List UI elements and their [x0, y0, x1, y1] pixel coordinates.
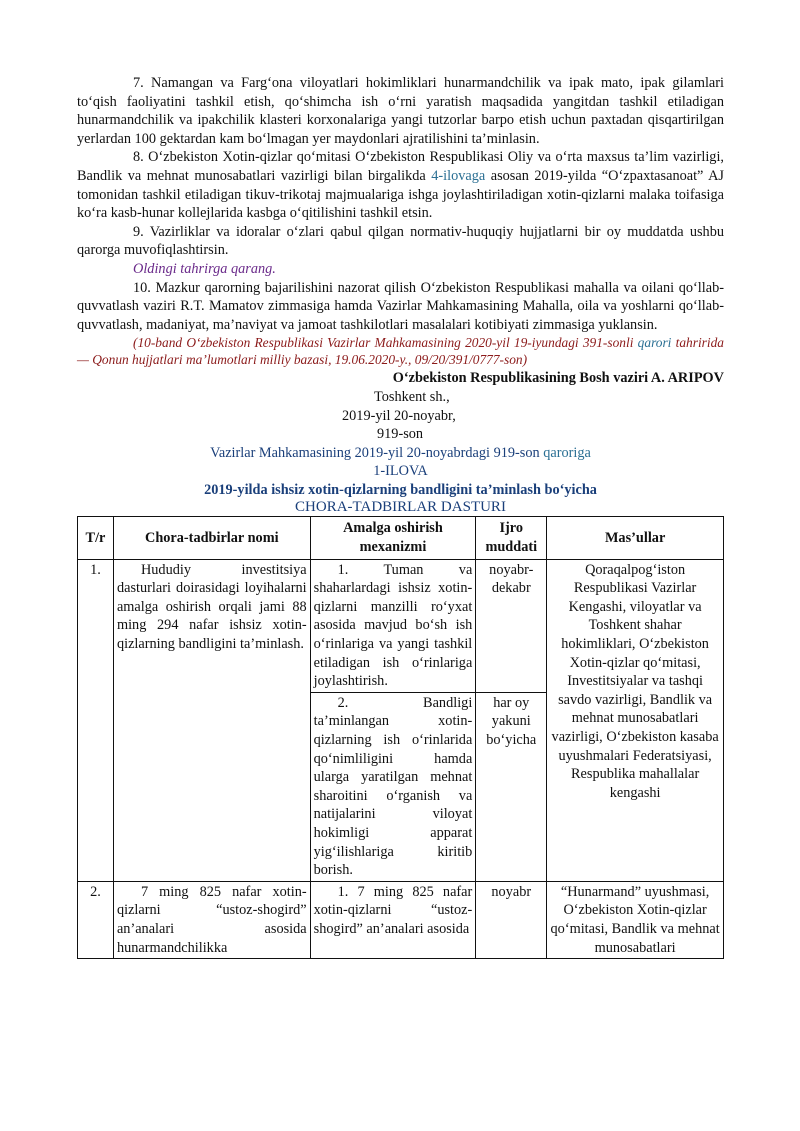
annex-label: 1-ILOVA	[373, 463, 428, 480]
signature-title: O‘zbekiston Respublikasining Bosh vaziri A. ARIPOV	[392, 370, 724, 387]
document-page	[77, 74, 724, 959]
responsible-text: “Hunarmand” uyushmasi, O‘zbekiston Xotin-qizlar qo‘mitasi, Bandlik va mehnat munosabatlari	[547, 881, 724, 958]
measure-name: 7 ming 825 nafar xotin-qizlarni “ustoz-shogird” an’analari asosida hunarmandchilikka	[113, 881, 310, 958]
mechanism-text: 1. Tuman va shaharlardagi ishsiz xotin-qizlarni manzilli ro‘yxat asosida mavjud bo‘sh ish o‘rinlariga va yangi tashkil etiladigan ish o‘rinlariga joylashtirish.	[310, 559, 476, 692]
signature-number: 919-son	[377, 426, 424, 443]
deadline-text: har oy yakuni bo‘yicha	[476, 692, 547, 881]
header-measure-name: Chora-tadbirlar nomi	[113, 517, 310, 559]
signature-date: 2019-yil 20-noyabr,	[342, 407, 456, 424]
header-mechanism: Amalga oshirish mexanizmi	[310, 517, 476, 559]
annex-subtitle: CHORA-TADBIRLAR DASTURI	[295, 499, 506, 516]
paragraph-9: 9. Vazirliklar va idoralar o‘zlari qabul qilgan normativ-huquqiy hujjatlarni bir oy muddatda ushbu qarorga muvofiqlashtirsin.	[77, 223, 724, 259]
paragraph-8-text-start: 8. O‘zbekiston Xotin-qizlar qo‘mitasi O‘zbekiston Respublikasi Oliy va o‘rta maxsus ta’lim vazirligi, Bandlik va mehnat munosabatlari vazirligi bilan birgalikda	[77, 149, 724, 184]
annex-reference	[77, 444, 724, 463]
amendment-text-start: (10-band O‘zbekiston Respublikasi Vazirlar Mahkamasining 2020-yil 19-iyundagi 391-sonli	[133, 335, 638, 351]
table-header-row	[78, 517, 724, 559]
measures-table	[77, 516, 724, 959]
header-number: T/r	[78, 517, 114, 559]
table-row	[78, 559, 724, 692]
header-responsible: Mas’ullar	[547, 517, 724, 559]
mechanism-text: 2. Bandligi ta’minlangan xotin-qizlarning ish o‘rinlarida qo‘nimliligini hamda ularga yaratilgan mehnat sharoitini o‘rganish va natijalarini viloyat hokimligi apparat yig‘ilishlariga kiritib borish.	[310, 692, 476, 881]
annex-title: 2019-yilda ishsiz xotin-qizlarning bandligini ta’minlash bo‘yicha	[204, 481, 597, 498]
row-number: 1.	[78, 559, 114, 881]
annex-decree-link[interactable]: qaroriga	[543, 444, 591, 461]
row-number: 2.	[78, 881, 114, 958]
paragraph-8-text-end: asosan 2019-yilda “O‘zpaxtasanoat” AJ tomonidan tashkil etiladigan tikuv-trikotaj majmualariga ishga joylashtiriladigan xotin-qizlarni malaka toifasiga ko‘ra kasb-hunar kollejlarida kasbga o‘qitilishini tashkil etsin.	[77, 167, 724, 222]
mechanism-text: 1. 7 ming 825 nafar xotin-qizlarni “ustoz-shogird” an’analari asosida	[310, 881, 476, 958]
paragraph-7: 7. Namangan va Farg‘ona viloyatlari hokimliklari hunarmandchilik va ipak mato, ipak gilamlari to‘qish faoliyatini tashkil etish, qo‘shimcha ish o‘rni yaratish maqsadida yangitdan tashkil etiladigan hunarmandchilik va ipakchilik klasteri korxonalariga yangi tutzorlar barpo etish uchun paxtadan qisqartirilgan yerlardan 100 gektardan kam bo‘lmagan yer maydonlari ajratilishini ta’minlasin.	[77, 75, 724, 147]
measure-name: Hududiy investitsiya dasturlari doirasidagi loyihalarni amalga oshirish orqali jami 88 ming 294 nafar ishsiz xotin-qizlarning bandligini ta’minlash.	[113, 559, 310, 881]
signature-city: Toshkent sh.,	[374, 388, 450, 405]
amendment-decree-link[interactable]: qarori	[637, 335, 672, 351]
paragraph-8	[77, 148, 724, 222]
deadline-text: noyabr	[476, 881, 547, 958]
responsible-text: Qoraqalpog‘iston Respublikasi Vazirlar Kengashi, viloyatlar va Toshkent shahar hokimliklari, O‘zbekiston Xotin-qizlar qo‘mitasi, Investitsiyalar va tashqi savdo vazirligi, Bandlik va mehnat munosabatlari vazirligi, O‘zbekiston kasaba uyushmalari Federatsiyasi, Respublika mahallalar kengashi	[547, 559, 724, 881]
table-row	[78, 881, 724, 958]
deadline-text: noyabr-dekabr	[476, 559, 547, 692]
previous-edition-link[interactable]: Oldingi tahrirga qarang.	[133, 260, 276, 277]
annex-reference-text: Vazirlar Mahkamasining 2019-yil 20-noyabrdagi 919-son	[210, 444, 544, 461]
amendment-note	[77, 334, 724, 368]
annex-4-link[interactable]: 4-ilovaga	[431, 167, 486, 184]
header-deadline: Ijro muddati	[476, 517, 547, 559]
paragraph-10: 10. Mazkur qarorning bajarilishini nazorat qilish O‘zbekiston Respublikasi mahalla va oilani qo‘llab-quvvatlash vaziri R.T. Mamatov zimmasiga hamda Vazirlar Mahkamasining Mahalla, oila va yoshlarni qo‘llab-quvvatlash, madaniyat, ma’naviyat va jamoat tashkilotlari masalalari kotibiyati zimmasiga yuklansin.	[77, 279, 724, 333]
amendment-text-end: tahririda — Qonun hujjatlari ma’lumotlari milliy bazasi, 19.06.2020-y., 09/20/391/0777-son)	[77, 335, 724, 368]
